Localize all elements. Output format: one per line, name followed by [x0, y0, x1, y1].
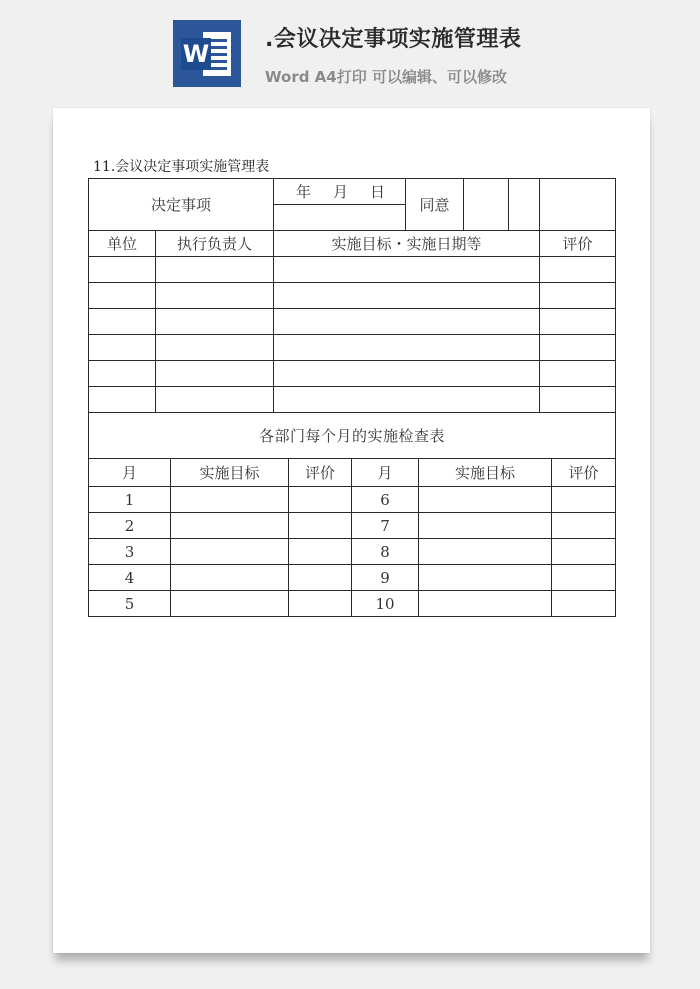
header-banner — [0, 0, 700, 100]
evaluation-cell[interactable] — [289, 539, 352, 565]
evaluation-cell[interactable] — [289, 487, 352, 513]
evaluation-cell[interactable] — [289, 513, 352, 539]
agree-label-cell — [406, 179, 464, 231]
table-row — [89, 539, 616, 565]
header-evaluation-label: 评价 — [562, 235, 593, 253]
target-cell[interactable] — [274, 257, 540, 283]
unit-cell[interactable] — [89, 309, 156, 335]
table-row — [89, 283, 616, 309]
header-owner — [156, 231, 274, 257]
date-blank-cell[interactable] — [274, 205, 406, 231]
approval-cell[interactable] — [540, 179, 616, 231]
agree-label: 同意 — [419, 196, 450, 214]
table-row — [89, 335, 616, 361]
evaluation-cell[interactable] — [540, 361, 616, 387]
target-cell[interactable] — [419, 565, 552, 591]
document-title: 11.会议决定事项实施管理表 — [93, 159, 270, 175]
header-month-right-label: 月 — [377, 464, 393, 482]
month-number: 2 — [124, 516, 135, 535]
table-row — [89, 513, 616, 539]
header-evaluation-left-label: 评价 — [304, 464, 335, 482]
unit-cell[interactable] — [89, 335, 156, 361]
header-target-left — [171, 459, 289, 487]
target-cell[interactable] — [274, 309, 540, 335]
approval-cell[interactable] — [509, 179, 540, 231]
header-month-left-label: 月 — [121, 464, 137, 482]
month-number: 1 — [124, 490, 135, 509]
evaluation-cell[interactable] — [552, 539, 616, 565]
table-row — [89, 309, 616, 335]
month-cell — [89, 539, 171, 565]
table-row — [89, 387, 616, 413]
header-evaluation-left — [289, 459, 352, 487]
table-row — [89, 591, 616, 617]
target-cell[interactable] — [171, 591, 289, 617]
table-row — [89, 487, 616, 513]
banner-subtitle: Word A4打印 可以编辑、可以修改 — [265, 68, 507, 86]
monthly-section-title: 各部门每个月的实施检查表 — [259, 427, 446, 445]
target-cell[interactable] — [171, 487, 289, 513]
target-cell[interactable] — [419, 487, 552, 513]
month-number: 10 — [375, 594, 395, 613]
owner-cell[interactable] — [156, 309, 274, 335]
target-cell[interactable] — [419, 591, 552, 617]
evaluation-cell[interactable] — [552, 591, 616, 617]
decision-label-cell — [89, 179, 274, 231]
evaluation-cell[interactable] — [552, 487, 616, 513]
target-cell[interactable] — [274, 335, 540, 361]
month-number: 4 — [124, 568, 135, 587]
owner-cell[interactable] — [156, 387, 274, 413]
decision-label: 决定事项 — [151, 196, 212, 214]
month-cell — [89, 591, 171, 617]
target-cell[interactable] — [171, 565, 289, 591]
month-cell — [352, 565, 419, 591]
date-month-label: 月 — [333, 183, 349, 201]
header-evaluation-right — [552, 459, 616, 487]
month-cell — [89, 487, 171, 513]
approval-cell[interactable] — [464, 179, 509, 231]
month-cell — [89, 565, 171, 591]
table-row — [89, 361, 616, 387]
month-cell — [352, 539, 419, 565]
unit-cell[interactable] — [89, 387, 156, 413]
month-cell — [89, 513, 171, 539]
monthly-check-table — [88, 458, 616, 617]
word-icon — [173, 20, 241, 87]
month-number: 6 — [380, 490, 390, 509]
month-cell — [352, 591, 419, 617]
unit-cell[interactable] — [89, 257, 156, 283]
target-cell[interactable] — [274, 283, 540, 309]
evaluation-cell[interactable] — [540, 309, 616, 335]
evaluation-cell[interactable] — [540, 283, 616, 309]
target-cell[interactable] — [419, 539, 552, 565]
evaluation-cell[interactable] — [540, 387, 616, 413]
date-cell[interactable] — [274, 179, 406, 205]
table-row — [89, 257, 616, 283]
word-icon-letter: W — [182, 40, 210, 68]
month-number: 3 — [124, 542, 135, 561]
header-evaluation-right-label: 评价 — [568, 464, 599, 482]
date-year-label: 年 — [296, 183, 312, 201]
month-cell — [352, 513, 419, 539]
target-cell[interactable] — [419, 513, 552, 539]
evaluation-cell[interactable] — [289, 565, 352, 591]
owner-cell[interactable] — [156, 335, 274, 361]
header-target-left-label: 实施目标 — [199, 464, 260, 482]
header-target-right-label: 实施目标 — [454, 464, 515, 482]
evaluation-cell[interactable] — [552, 513, 616, 539]
header-target-label: 实施目标・实施日期等 — [331, 235, 482, 253]
month-number: 7 — [380, 516, 390, 535]
evaluation-cell[interactable] — [540, 257, 616, 283]
month-cell — [352, 487, 419, 513]
header-unit — [89, 231, 156, 257]
target-cell[interactable] — [171, 513, 289, 539]
owner-cell[interactable] — [156, 283, 274, 309]
unit-cell[interactable] — [89, 361, 156, 387]
target-cell[interactable] — [274, 387, 540, 413]
target-cell[interactable] — [274, 361, 540, 387]
unit-cell[interactable] — [89, 283, 156, 309]
banner-title: .会议决定事项实施管理表 — [265, 27, 522, 52]
header-unit-label: 单位 — [106, 235, 137, 253]
monthly-section-title-cell — [89, 413, 616, 459]
header-target — [274, 231, 540, 257]
table-row — [89, 565, 616, 591]
header-owner-label: 执行负责人 — [177, 235, 253, 253]
target-cell[interactable] — [171, 539, 289, 565]
evaluation-cell[interactable] — [552, 565, 616, 591]
header-month-left — [89, 459, 171, 487]
header-target-right — [419, 459, 552, 487]
header-evaluation — [540, 231, 616, 257]
header-month-right — [352, 459, 419, 487]
date-day-label: 日 — [370, 183, 386, 201]
month-number: 9 — [380, 568, 390, 587]
decision-table — [88, 178, 616, 459]
evaluation-cell[interactable] — [540, 335, 616, 361]
month-number: 5 — [124, 594, 135, 613]
month-number: 8 — [380, 542, 390, 561]
owner-cell[interactable] — [156, 257, 274, 283]
evaluation-cell[interactable] — [289, 591, 352, 617]
owner-cell[interactable] — [156, 361, 274, 387]
